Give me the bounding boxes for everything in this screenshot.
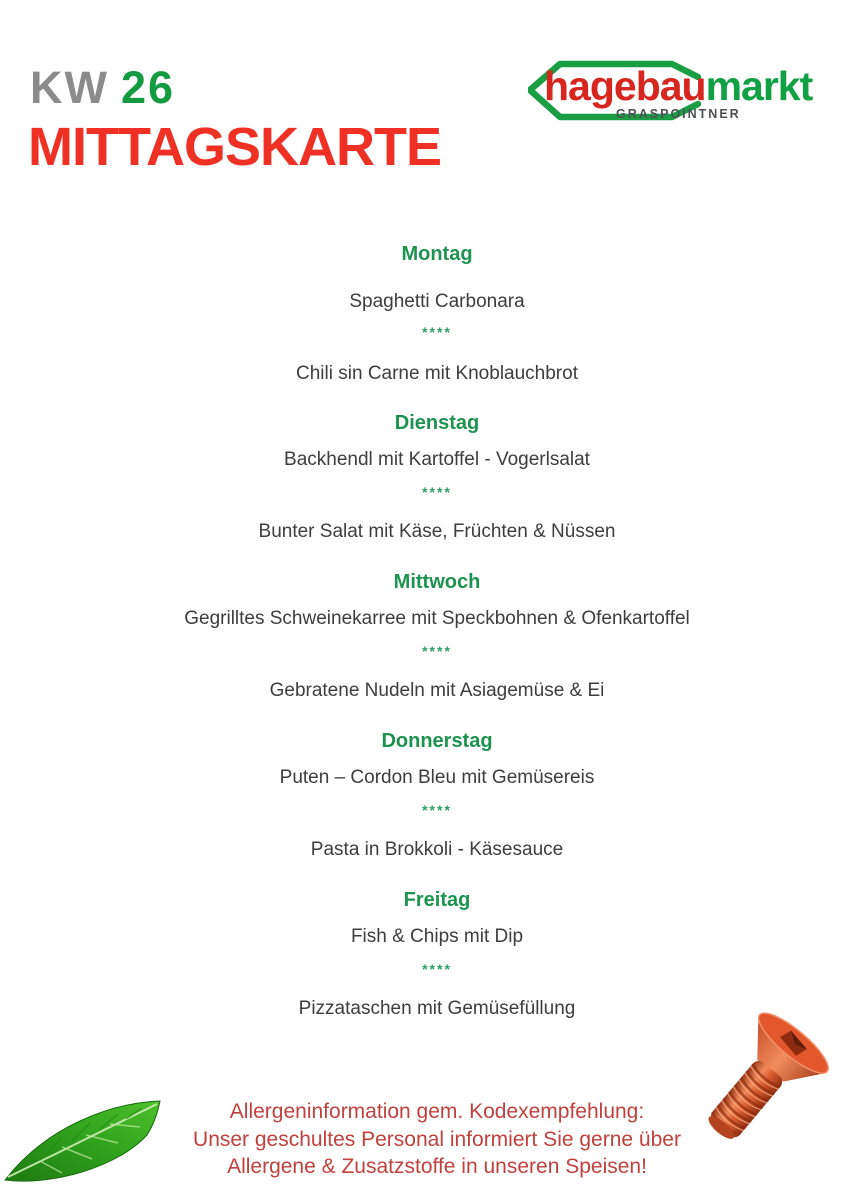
logo-wordmark xyxy=(544,63,812,110)
page-title: MITTAGSKARTE xyxy=(28,117,441,177)
logo-brand-part2: markt xyxy=(705,63,813,109)
allergen-line: Allergene & Zusatzstoffe in unseren Speisen! xyxy=(227,1155,647,1178)
stars-separator: **** xyxy=(422,484,452,500)
menu-day-wednesday xyxy=(32,570,842,704)
allergen-note xyxy=(32,1098,842,1181)
allergen-line: Allergeninformation gem. Kodexempfehlung: xyxy=(229,1100,645,1123)
stars-separator: **** xyxy=(422,643,452,659)
dish-item: Fish & Chips mit Dip xyxy=(350,926,524,947)
week-heading xyxy=(30,62,175,114)
dish-item: Spaghetti Carbonara xyxy=(349,291,525,312)
menu-day-monday xyxy=(32,242,842,387)
day-heading: Donnerstag xyxy=(381,730,493,752)
stars-separator: **** xyxy=(422,802,452,818)
day-heading: Montag xyxy=(401,243,473,265)
stars-separator: **** xyxy=(422,961,452,977)
hagebaumarkt-logo xyxy=(528,58,838,136)
dish-item: Pasta in Brokkoli - Käsesauce xyxy=(310,839,564,860)
logo-subtitle: GRASPOINTNER xyxy=(616,107,741,121)
week-number: 26 xyxy=(120,62,176,113)
dish-item: Chili sin Carne mit Knoblauchbrot xyxy=(296,363,578,384)
dish-item: Puten – Cordon Bleu mit Gemüsereis xyxy=(279,767,595,788)
menu-day-thursday xyxy=(32,729,842,863)
stars-separator: **** xyxy=(422,324,452,340)
dish-item: Pizzataschen mit Gemüsefüllung xyxy=(298,998,576,1019)
dish-item: Gegrilltes Schweinekarree mit Speckbohnen & Ofenkartoffel xyxy=(184,608,690,629)
menu-day-tuesday xyxy=(32,411,842,545)
dish-item: Backhendl mit Kartoffel - Vogerlsalat xyxy=(284,449,590,470)
day-heading: Freitag xyxy=(403,889,471,911)
logo-brand-part1: hagebau xyxy=(544,63,706,109)
weekly-menu xyxy=(32,242,842,1047)
week-label: KW xyxy=(30,62,109,113)
day-heading: Dienstag xyxy=(394,412,480,434)
dish-item: Gebratene Nudeln mit Asiagemüse & Ei xyxy=(269,680,605,701)
menu-day-friday xyxy=(32,888,842,1022)
allergen-line: Unser geschultes Personal informiert Sie gerne über xyxy=(193,1127,681,1151)
day-heading: Mittwoch xyxy=(393,571,481,593)
dish-item: Bunter Salat mit Käse, Früchten & Nüssen xyxy=(258,521,616,542)
